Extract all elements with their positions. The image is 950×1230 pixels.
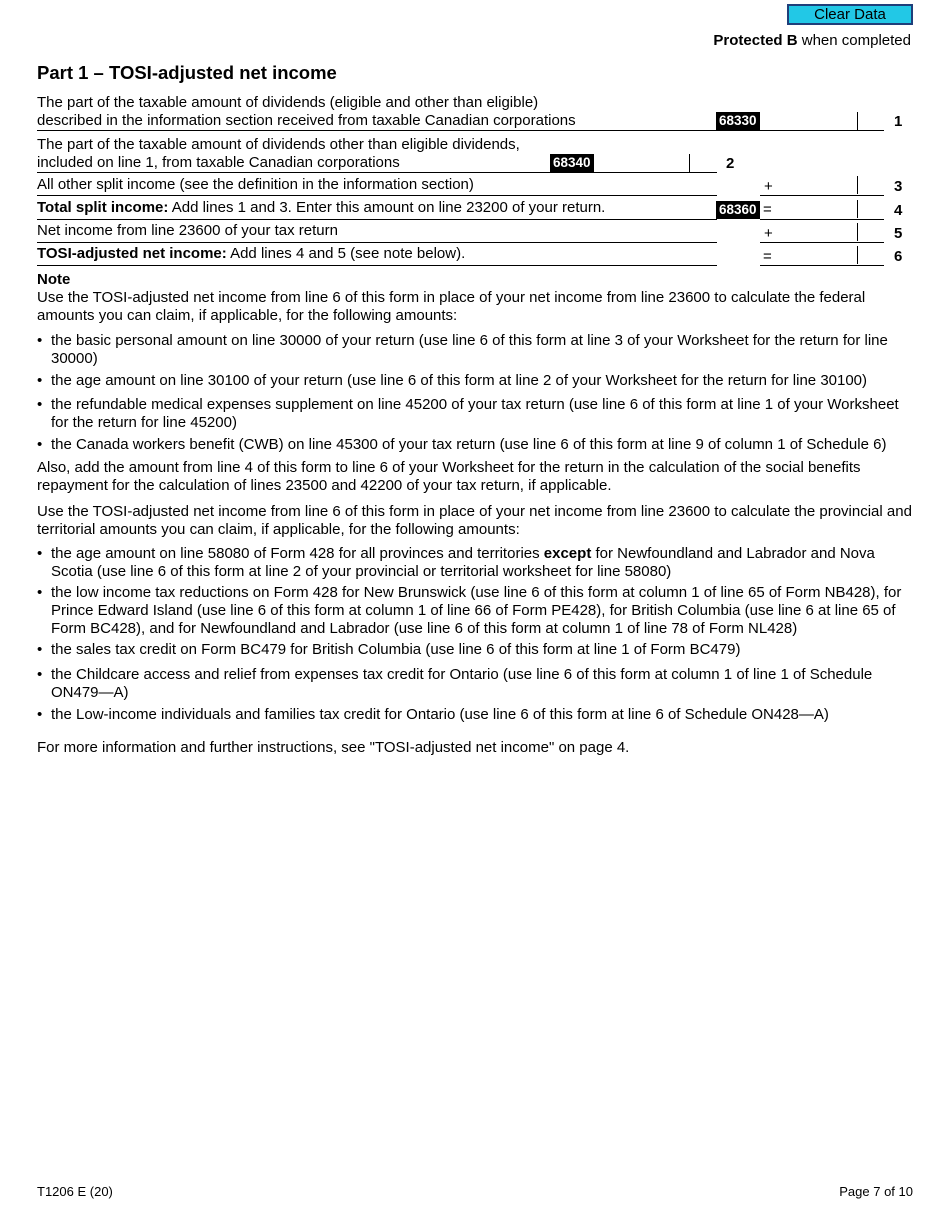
bullet-dot: • <box>37 584 43 601</box>
line6-amount-field[interactable] <box>778 246 856 266</box>
line5-cents-field[interactable] <box>860 223 886 243</box>
prov-bullet-1-except: except <box>543 545 592 562</box>
line3-rule-right <box>760 195 884 196</box>
line6-rule-left <box>37 265 717 266</box>
bullet-dot: • <box>37 545 43 562</box>
line3-cents-divider <box>857 176 858 194</box>
line2-text-a: The part of the taxable amount of dividends other than eligible dividends, <box>37 136 520 153</box>
prov-bullet-2-text: the low income tax reductions on Form 428 for New Brunswick (use line 6 of this form at column 1 of line 65 of Form NB428), for Prince Edward Island (use line 6 of this form at column 1 of line 66 of Form PE428), for British Columbia (use line 6 at line 65 of Form BC428), and for Newfoundland and Labrador (use line 6 of this form at column 1 of line 78 of Form NL428) <box>51 584 902 637</box>
bullet-dot: • <box>37 641 43 658</box>
line3-amount-field[interactable] <box>778 176 856 196</box>
prov-bullet-2 <box>37 584 927 638</box>
line5-cents-divider <box>857 223 858 241</box>
bullet-dot: • <box>37 332 43 349</box>
line1-amount-field[interactable] <box>762 112 856 132</box>
prov-bullet-5-text: the Low-income individuals and families tax credit for Ontario (use line 6 of this form at line 6 of Schedule ON428—A) <box>51 706 829 723</box>
federal-bullet-1 <box>37 332 917 368</box>
line4-cents-divider <box>857 200 858 218</box>
federal-bullet-1-text: the basic personal amount on line 30000 of your return (use line 6 of this form at line 3 of your Worksheet for the return for line 30000) <box>51 332 888 367</box>
form-identifier: T1206 E (20) <box>37 1184 113 1199</box>
line4-bold: Total split income: <box>37 199 169 216</box>
prov-bullet-5 <box>37 706 917 724</box>
clear-data-button[interactable]: Clear Data <box>787 4 913 25</box>
line4-cents-field[interactable] <box>860 200 886 220</box>
line2-rule <box>37 172 717 173</box>
line2-cents-divider <box>689 154 690 172</box>
line6-number: 6 <box>894 248 903 265</box>
line1-rule <box>37 130 884 131</box>
line4-code: 68360 <box>716 201 760 219</box>
prov-bullet-1-text-a: the age amount on line 58080 of Form 428 for all provinces and territories <box>51 545 544 562</box>
federal-bullet-4 <box>37 436 937 454</box>
line1-text-a: The part of the taxable amount of dividends (eligible and other than eligible) <box>37 94 539 111</box>
line6-rest: Add lines 4 and 5 (see note below). <box>226 245 466 262</box>
prov-bullet-1-text-c: for Newfoundland and Labrador and Nova Scotia (use line 6 of this form at line 2 of your provincial or territorial worksheet for line 58080) <box>51 545 875 580</box>
line2-code: 68340 <box>550 154 594 172</box>
note-provincial-intro: Use the TOSI-adjusted net income from line 6 of this form in place of your net income from line 23600 to calculate the provincial and territorial amounts you can claim, if applicable, for the following amounts: <box>37 503 912 538</box>
line1-text-b: described in the information section received from taxable Canadian corporations <box>37 112 576 129</box>
line2-amount-field[interactable] <box>594 154 688 174</box>
line4-rule-left <box>37 219 717 220</box>
line4-number: 4 <box>894 202 903 219</box>
line4-equals-sign: = <box>763 201 772 218</box>
note-heading: Note <box>37 271 71 288</box>
federal-bullet-2-text: the age amount on line 30100 of your return (use line 6 of this form at line 2 of your Worksheet for the return for line 30100) <box>51 372 868 389</box>
federal-bullet-3-text: the refundable medical expenses supplement on line 45200 of your tax return (use line 6 of this form at line 1 of your Worksheet for the return for line 45200) <box>51 396 899 431</box>
line1-code: 68330 <box>716 112 760 130</box>
line5-rule-left <box>37 242 717 243</box>
prov-bullet-4-text: the Childcare access and relief from expenses tax credit for Ontario (use line 6 of this form at column 1 of line 1 of Schedule ON479—A) <box>51 666 873 701</box>
bullet-dot: • <box>37 436 43 453</box>
line2-number: 2 <box>726 155 735 172</box>
line3-plus-sign: + <box>764 178 773 195</box>
part-title: Part 1 – TOSI-adjusted net income <box>37 62 337 83</box>
line6-cents-field[interactable] <box>860 246 886 266</box>
line1-cents-divider <box>857 112 858 130</box>
protected-b-rest: when completed <box>797 32 911 49</box>
federal-bullet-4-text: the Canada workers benefit (CWB) on line 45300 of your tax return (use line 6 of this form at line 9 of column 1 of Schedule 6) <box>51 436 887 453</box>
line5-text: Net income from line 23600 of your tax return <box>37 222 338 239</box>
note-social-benefits: Also, add the amount from line 4 of this form to line 6 of your Worksheet for the return in the calculation of the social benefits repayment for the calculation of lines 23500 and 42200 of your tax return, if applicable. <box>37 459 861 494</box>
line6-cents-divider <box>857 246 858 264</box>
federal-bullet-3 <box>37 396 917 432</box>
line4-rest: Add lines 1 and 3. Enter this amount on line 23200 of your return. <box>168 199 606 216</box>
bullet-dot: • <box>37 666 43 683</box>
line1-cents-field[interactable] <box>860 112 886 132</box>
line4-rule-right <box>760 219 884 220</box>
bullet-dot: • <box>37 396 43 413</box>
line6-rule-right <box>760 265 884 266</box>
bullet-dot: • <box>37 372 43 389</box>
line5-number: 5 <box>894 225 903 242</box>
line1-number: 1 <box>894 113 903 130</box>
prov-bullet-3 <box>37 641 917 659</box>
line3-rule-left <box>37 195 717 196</box>
line2-text-b: included on line 1, from taxable Canadian corporations <box>37 154 400 171</box>
prov-bullet-4 <box>37 666 917 702</box>
line6-bold: TOSI-adjusted net income: <box>37 245 227 262</box>
line6-text <box>37 245 465 263</box>
line5-plus-sign: + <box>764 225 773 242</box>
prov-bullet-3-text: the sales tax credit on Form BC479 for British Columbia (use line 6 of this form at line 1 of Form BC479) <box>51 641 741 658</box>
note-federal-intro: Use the TOSI-adjusted net income from line 6 of this form in place of your net income from line 23600 to calculate the federal amounts you can claim, if applicable, for the following amounts: <box>37 289 866 324</box>
line3-cents-field[interactable] <box>860 176 886 196</box>
federal-bullet-2 <box>37 372 917 390</box>
prov-bullet-1 <box>37 545 917 581</box>
note-more-info: For more information and further instructions, see "TOSI-adjusted net income" on page 4. <box>37 739 630 756</box>
line3-number: 3 <box>894 178 903 195</box>
line3-text: All other split income (see the definition in the information section) <box>37 176 474 193</box>
line6-equals-sign: = <box>763 248 772 265</box>
line5-amount-field[interactable] <box>778 223 856 243</box>
line2-cents-field[interactable] <box>692 154 718 174</box>
line4-text <box>37 199 605 217</box>
bullet-dot: • <box>37 706 43 723</box>
line4-amount-field[interactable] <box>778 200 856 220</box>
protected-b-label <box>713 32 911 49</box>
protected-b-bold: Protected B <box>713 32 798 49</box>
page-number: Page 7 of 10 <box>839 1184 913 1199</box>
line5-rule-right <box>760 242 884 243</box>
